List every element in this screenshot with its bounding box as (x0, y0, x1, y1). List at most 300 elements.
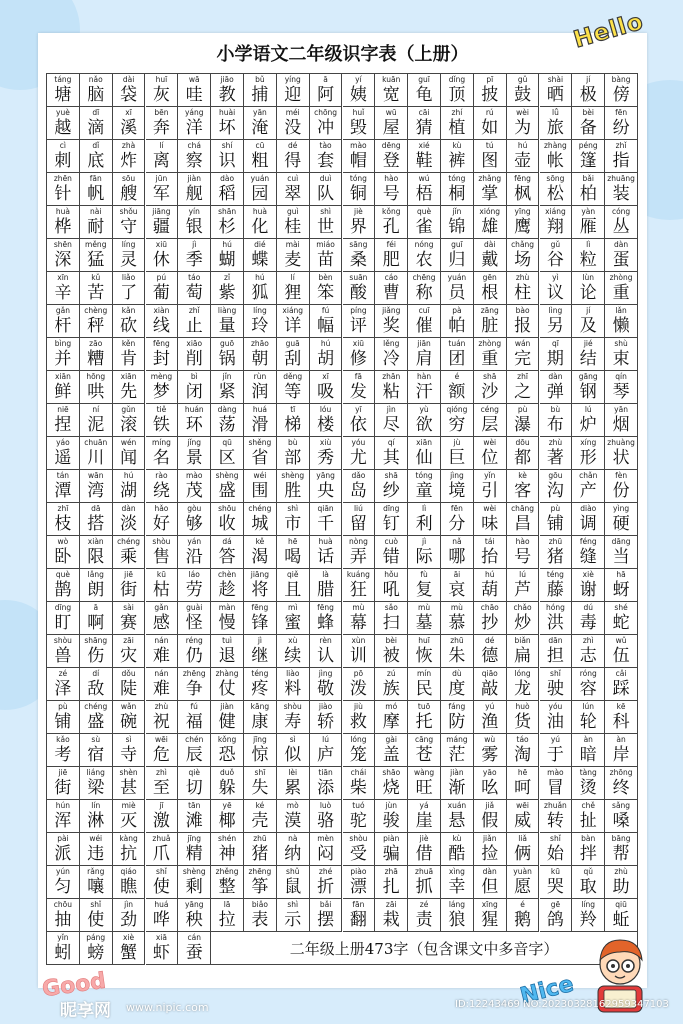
char-cell (605, 470, 638, 503)
pinyin-label: lǎn (615, 306, 627, 315)
pinyin-label: gǔ (550, 240, 561, 249)
pinyin-label: xiù (319, 438, 332, 447)
pinyin-label: fú (190, 702, 198, 711)
pinyin-label: xīng (481, 900, 498, 909)
char-cell (277, 305, 310, 338)
char-cell (441, 437, 474, 470)
pinyin-label: jiàn (220, 702, 234, 711)
hanzi-character: 宽 (382, 85, 400, 105)
char-cell (146, 800, 179, 833)
pinyin-label: dàn (614, 240, 629, 249)
char-cell (47, 932, 80, 965)
pinyin-label: hōng (86, 372, 106, 381)
pinyin-label: àn (616, 735, 626, 744)
hanzi-character: 客 (514, 481, 532, 501)
hanzi-character: 粗 (251, 151, 269, 171)
pinyin-label: zāo (89, 339, 103, 348)
hanzi-character: 嚷 (87, 877, 105, 897)
char-cell (572, 800, 605, 833)
char-cell (178, 503, 211, 536)
char-cell (310, 206, 343, 239)
pinyin-label: zhěng (215, 867, 239, 876)
pinyin-label: shǒu (119, 207, 138, 216)
pinyin-label: wéi (89, 834, 103, 843)
pinyin-label: hē (288, 537, 298, 546)
pinyin-label: ā (323, 75, 328, 84)
pinyin-label: cāng (414, 735, 434, 744)
pinyin-label: xié (418, 141, 430, 150)
char-cell (277, 338, 310, 371)
pinyin-label: mù (352, 603, 365, 612)
pinyin-label: yān (253, 108, 267, 117)
pinyin-label: āi (453, 570, 461, 579)
char-cell (474, 767, 507, 800)
hanzi-character: 冒 (546, 778, 564, 798)
char-cell (507, 701, 540, 734)
hanzi-character: 刺 (54, 151, 72, 171)
pinyin-label: hào (384, 174, 399, 183)
char-cell (408, 701, 441, 734)
char-cell (572, 899, 605, 932)
hanzi-character: 剩 (185, 877, 203, 897)
char-cell (113, 833, 146, 866)
char-cell (540, 899, 573, 932)
hanzi-character: 雄 (481, 217, 499, 237)
pinyin-label: zhēn (53, 174, 72, 183)
pinyin-label: cán (187, 933, 201, 942)
char-cell (540, 602, 573, 635)
char-cell (244, 470, 277, 503)
char-cell (113, 272, 146, 305)
hanzi-character: 哀 (448, 580, 466, 600)
char-cell (244, 107, 277, 140)
hanzi-character: 疼 (251, 679, 269, 699)
pinyin-label: là (322, 570, 329, 579)
pinyin-label: jiào (318, 702, 333, 711)
char-cell (277, 272, 310, 305)
pinyin-label: sǎo (384, 603, 398, 612)
pinyin-label: sǎng (612, 801, 631, 810)
hanzi-character: 装 (612, 184, 630, 204)
char-cell (375, 371, 408, 404)
char-cell (277, 635, 310, 668)
pinyin-label: bǔ (255, 75, 265, 84)
pinyin-label: dé (485, 636, 495, 645)
char-cell (572, 338, 605, 371)
page-title: 小学语文二年级识字表（上册） (216, 44, 469, 65)
hanzi-character: 深 (54, 250, 72, 270)
char-cell (572, 305, 605, 338)
char-cell (47, 173, 80, 206)
pinyin-label: zhàng (544, 141, 567, 150)
pinyin-label: shèng (281, 471, 305, 480)
hanzi-character: 针 (54, 184, 72, 204)
pinyin-label: dǐ (92, 141, 100, 150)
pinyin-label: xī (125, 108, 132, 117)
char-cell (408, 899, 441, 932)
pinyin-label: téng (546, 570, 564, 579)
pinyin-label: lóu (319, 405, 332, 414)
char-cell (310, 668, 343, 701)
summary-note: 二年级上册473字（包含课文中多音字） (211, 932, 638, 965)
hanzi-character: 钉 (382, 514, 400, 534)
hanzi-character: 围 (251, 481, 269, 501)
hanzi-character: 度 (448, 679, 466, 699)
pinyin-label: shǐ (90, 900, 102, 909)
hanzi-character: 但 (481, 877, 499, 897)
char-cell (441, 371, 474, 404)
hanzi-character: 沿 (185, 547, 203, 567)
pinyin-label: páng (86, 933, 106, 942)
char-cell (540, 206, 573, 239)
char-cell (146, 734, 179, 767)
hanzi-character: 烟 (612, 415, 630, 435)
pinyin-label: hú (517, 141, 528, 150)
char-cell (605, 635, 638, 668)
pinyin-label: jiān (417, 339, 431, 348)
pinyin-label: zhuā (415, 867, 434, 876)
char-cell (441, 470, 474, 503)
char-cell (441, 602, 474, 635)
char-cell (343, 173, 376, 206)
pinyin-label: kǔ (91, 273, 101, 282)
watermark-id: ID:12243469 NO:20230328162959347103 (455, 999, 669, 1010)
hanzi-character: 帆 (87, 184, 105, 204)
hanzi-character: 刮 (284, 349, 302, 369)
char-cell (211, 470, 244, 503)
pinyin-label: duǒ (220, 768, 235, 777)
pinyin-label: lèi (288, 768, 298, 777)
pinyin-label: bàng (611, 75, 631, 84)
pinyin-label: yú (550, 735, 561, 744)
hanzi-character: 德 (481, 646, 499, 666)
hanzi-character: 层 (481, 415, 499, 435)
char-cell (343, 734, 376, 767)
hanzi-character: 调 (579, 514, 597, 534)
pinyin-label: líng (581, 900, 596, 909)
hanzi-character: 当 (612, 547, 630, 567)
char-cell (146, 140, 179, 173)
hanzi-character: 布 (546, 415, 564, 435)
char-cell (211, 437, 244, 470)
char-cell (343, 470, 376, 503)
hanzi-character: 团 (448, 349, 466, 369)
hanzi-character: 淡 (120, 514, 138, 534)
char-cell (47, 437, 80, 470)
char-cell (211, 800, 244, 833)
hanzi-character: 篷 (579, 151, 597, 171)
char-cell (113, 503, 146, 536)
char-cell (540, 404, 573, 437)
hanzi-character: 摩 (382, 712, 400, 732)
pinyin-label: hóng (545, 603, 565, 612)
char-cell (605, 206, 638, 239)
pinyin-label: tào (319, 141, 332, 150)
pinyin-label: dàng (217, 405, 237, 414)
pinyin-label: fān (89, 174, 102, 183)
nice-sticker: Nice (517, 971, 577, 1010)
pinyin-label: lóng (350, 735, 367, 744)
pinyin-label: zhū (548, 537, 563, 546)
char-cell (244, 404, 277, 437)
hanzi-character: 威 (514, 811, 532, 831)
char-cell (178, 833, 211, 866)
pinyin-label: cóng (611, 207, 631, 216)
pinyin-label: yē (222, 801, 232, 810)
pinyin-label: yān (614, 405, 628, 414)
hanzi-character: 员 (448, 283, 466, 303)
pinyin-label: zhēng (182, 669, 206, 678)
pinyin-label: zhòng (609, 273, 633, 282)
pinyin-label: chōng (314, 108, 338, 117)
pinyin-label: jiè (354, 207, 363, 216)
hanzi-character: 尽 (382, 415, 400, 435)
hanzi-character: 辛 (54, 283, 72, 303)
char-cell (572, 833, 605, 866)
hanzi-character: 缝 (579, 547, 597, 567)
hanzi-character: 童 (415, 481, 433, 501)
char-cell (47, 371, 80, 404)
char-cell (244, 305, 277, 338)
hanzi-character: 套 (317, 151, 335, 171)
char-cell (408, 74, 441, 107)
char-cell (113, 602, 146, 635)
hanzi-character: 晒 (546, 85, 564, 105)
pinyin-label: xùn (351, 636, 366, 645)
pinyin-label: dāng (611, 537, 631, 546)
hanzi-character: 盯 (54, 613, 72, 633)
pinyin-label: yuán (447, 273, 467, 282)
char-cell (375, 767, 408, 800)
hanzi-character: 防 (448, 712, 466, 732)
hanzi-character: 油 (546, 712, 564, 732)
char-cell (572, 767, 605, 800)
hanzi-character: 闭 (185, 382, 203, 402)
char-cell (507, 503, 540, 536)
hanzi-character: 潭 (54, 481, 72, 501)
hanzi-character: 帽 (349, 151, 367, 171)
pinyin-label: sài (123, 603, 134, 612)
char-cell (277, 470, 310, 503)
pinyin-label: lìng (548, 306, 563, 315)
char-cell (441, 74, 474, 107)
pinyin-label: zhū (253, 834, 267, 843)
char-cell (47, 569, 80, 602)
pinyin-label: kǒng (382, 207, 401, 216)
pinyin-label: dàn (121, 504, 136, 513)
hanzi-character: 赛 (120, 613, 138, 633)
char-cell (178, 140, 211, 173)
char-cell (375, 74, 408, 107)
hanzi-character: 摆 (317, 910, 335, 930)
char-cell (343, 602, 376, 635)
pinyin-label: zhǐ (188, 306, 200, 315)
char-cell (605, 338, 638, 371)
pinyin-label: huán (184, 405, 204, 414)
hanzi-character: 搭 (87, 514, 105, 534)
pinyin-label: kuáng (346, 570, 370, 579)
pinyin-label: méi (285, 108, 300, 117)
hanzi-character: 朗 (87, 580, 105, 600)
char-cell (211, 140, 244, 173)
hanzi-character: 登 (382, 151, 400, 171)
hanzi-character: 留 (349, 514, 367, 534)
hanzi-character: 错 (382, 547, 400, 567)
char-cell (507, 338, 540, 371)
pinyin-label: huá (252, 405, 267, 414)
pinyin-label: hú (123, 471, 134, 480)
char-cell (146, 503, 179, 536)
char-cell (47, 866, 80, 899)
hanzi-character: 界 (349, 217, 367, 237)
pinyin-label: dié (254, 240, 266, 249)
hanzi-character: 纷 (612, 118, 630, 138)
hanzi-character: 尤 (349, 448, 367, 468)
hanzi-character: 重 (481, 349, 499, 369)
char-cell (572, 272, 605, 305)
pinyin-label: nán (154, 636, 169, 645)
hanzi-character: 戴 (481, 250, 499, 270)
pinyin-label: jiàn (187, 174, 201, 183)
pinyin-label: kǎn (121, 306, 136, 315)
hanzi-character: 为 (514, 118, 532, 138)
hanzi-character: 其 (382, 448, 400, 468)
hanzi-character: 雁 (579, 217, 597, 237)
pinyin-label: xiū (352, 339, 365, 348)
hanzi-character: 嗓 (612, 811, 630, 831)
char-cell (343, 635, 376, 668)
pinyin-label: huà (55, 207, 70, 216)
hanzi-character: 将 (251, 580, 269, 600)
char-cell (244, 569, 277, 602)
hanzi-character: 折 (317, 877, 335, 897)
hanzi-character: 鹅 (514, 910, 532, 930)
char-cell (80, 272, 113, 305)
pinyin-label: rǎng (87, 867, 105, 876)
hanzi-character: 脑 (87, 85, 105, 105)
char-cell (146, 470, 179, 503)
pinyin-label: mù (450, 603, 463, 612)
hanzi-character: 族 (382, 679, 400, 699)
hanzi-character: 灵 (120, 250, 138, 270)
hanzi-character: 椰 (218, 811, 236, 831)
pinyin-label: tái (484, 537, 495, 546)
pinyin-label: wú (418, 174, 430, 183)
pinyin-label: lú (584, 405, 592, 414)
hanzi-character: 千 (317, 514, 335, 534)
hanzi-character: 枯 (152, 580, 170, 600)
pinyin-label: dú (583, 603, 593, 612)
char-cell (146, 569, 179, 602)
pinyin-label: kǒng (217, 735, 237, 744)
hanzi-character: 束 (612, 349, 630, 369)
char-cell (277, 602, 310, 635)
hanzi-character: 称 (415, 283, 433, 303)
char-cell (80, 602, 113, 635)
hanzi-character: 蟹 (120, 943, 138, 963)
pinyin-label: tī (290, 405, 296, 414)
hanzi-character: 难 (152, 646, 170, 666)
char-cell (375, 701, 408, 734)
char-cell (408, 800, 441, 833)
char-cell (375, 206, 408, 239)
hanzi-character: 奔 (152, 118, 170, 138)
hanzi-character: 取 (579, 877, 597, 897)
pinyin-label: huà (318, 537, 333, 546)
hanzi-character: 苗 (317, 250, 335, 270)
char-cell (375, 437, 408, 470)
hanzi-character: 植 (448, 118, 466, 138)
hanzi-character: 扫 (382, 613, 400, 633)
pinyin-label: pà (452, 306, 462, 315)
hanzi-character: 队 (317, 184, 335, 204)
char-cell (80, 404, 113, 437)
char-cell (474, 371, 507, 404)
hanzi-character: 梦 (152, 382, 170, 402)
pinyin-label: chǎn (579, 471, 598, 480)
hanzi-character: 翔 (546, 217, 564, 237)
pinyin-label: lì (586, 240, 591, 249)
pinyin-label: pù (517, 405, 528, 414)
char-cell (310, 701, 343, 734)
char-cell (572, 470, 605, 503)
pinyin-label: liú (353, 504, 363, 513)
hanzi-character: 谢 (579, 580, 597, 600)
char-cell (343, 239, 376, 272)
pinyin-label: xī (322, 372, 329, 381)
hanzi-character: 荡 (218, 415, 236, 435)
pinyin-label: zhàng (215, 669, 239, 678)
char-cell (178, 305, 211, 338)
char-cell (178, 668, 211, 701)
char-cell (211, 602, 244, 635)
hanzi-character: 货 (514, 712, 532, 732)
pinyin-label: hào (515, 537, 530, 546)
pinyin-label: hǎo (154, 504, 169, 513)
hanzi-character: 楼 (317, 415, 335, 435)
hanzi-character: 灾 (120, 646, 138, 666)
char-cell (507, 767, 540, 800)
char-cell (178, 239, 211, 272)
char-cell (146, 272, 179, 305)
char-cell (47, 668, 80, 701)
hanzi-character: 及 (579, 316, 597, 336)
hanzi-character: 沙 (481, 382, 499, 402)
pinyin-label: wèi (516, 108, 529, 117)
char-cell (113, 404, 146, 437)
hanzi-character: 铺 (546, 514, 564, 534)
hanzi-character: 猛 (87, 250, 105, 270)
pinyin-label: chǎo (513, 603, 532, 612)
char-cell (80, 734, 113, 767)
hanzi-character: 丛 (612, 217, 630, 237)
pinyin-label: nà (288, 834, 298, 843)
char-cell (113, 932, 146, 965)
hanzi-character: 傍 (612, 85, 630, 105)
hanzi-character: 阿 (317, 85, 335, 105)
pinyin-label: cǎi (615, 669, 627, 678)
pinyin-label: dào (220, 174, 235, 183)
char-cell (244, 668, 277, 701)
char-cell (343, 437, 376, 470)
pinyin-label: yáo (56, 438, 70, 447)
hanzi-character: 笨 (317, 283, 335, 303)
char-cell (146, 701, 179, 734)
hanzi-character: 弹 (546, 382, 564, 402)
char-cell (408, 536, 441, 569)
char-cell (146, 437, 179, 470)
pinyin-label: pù (58, 702, 68, 711)
